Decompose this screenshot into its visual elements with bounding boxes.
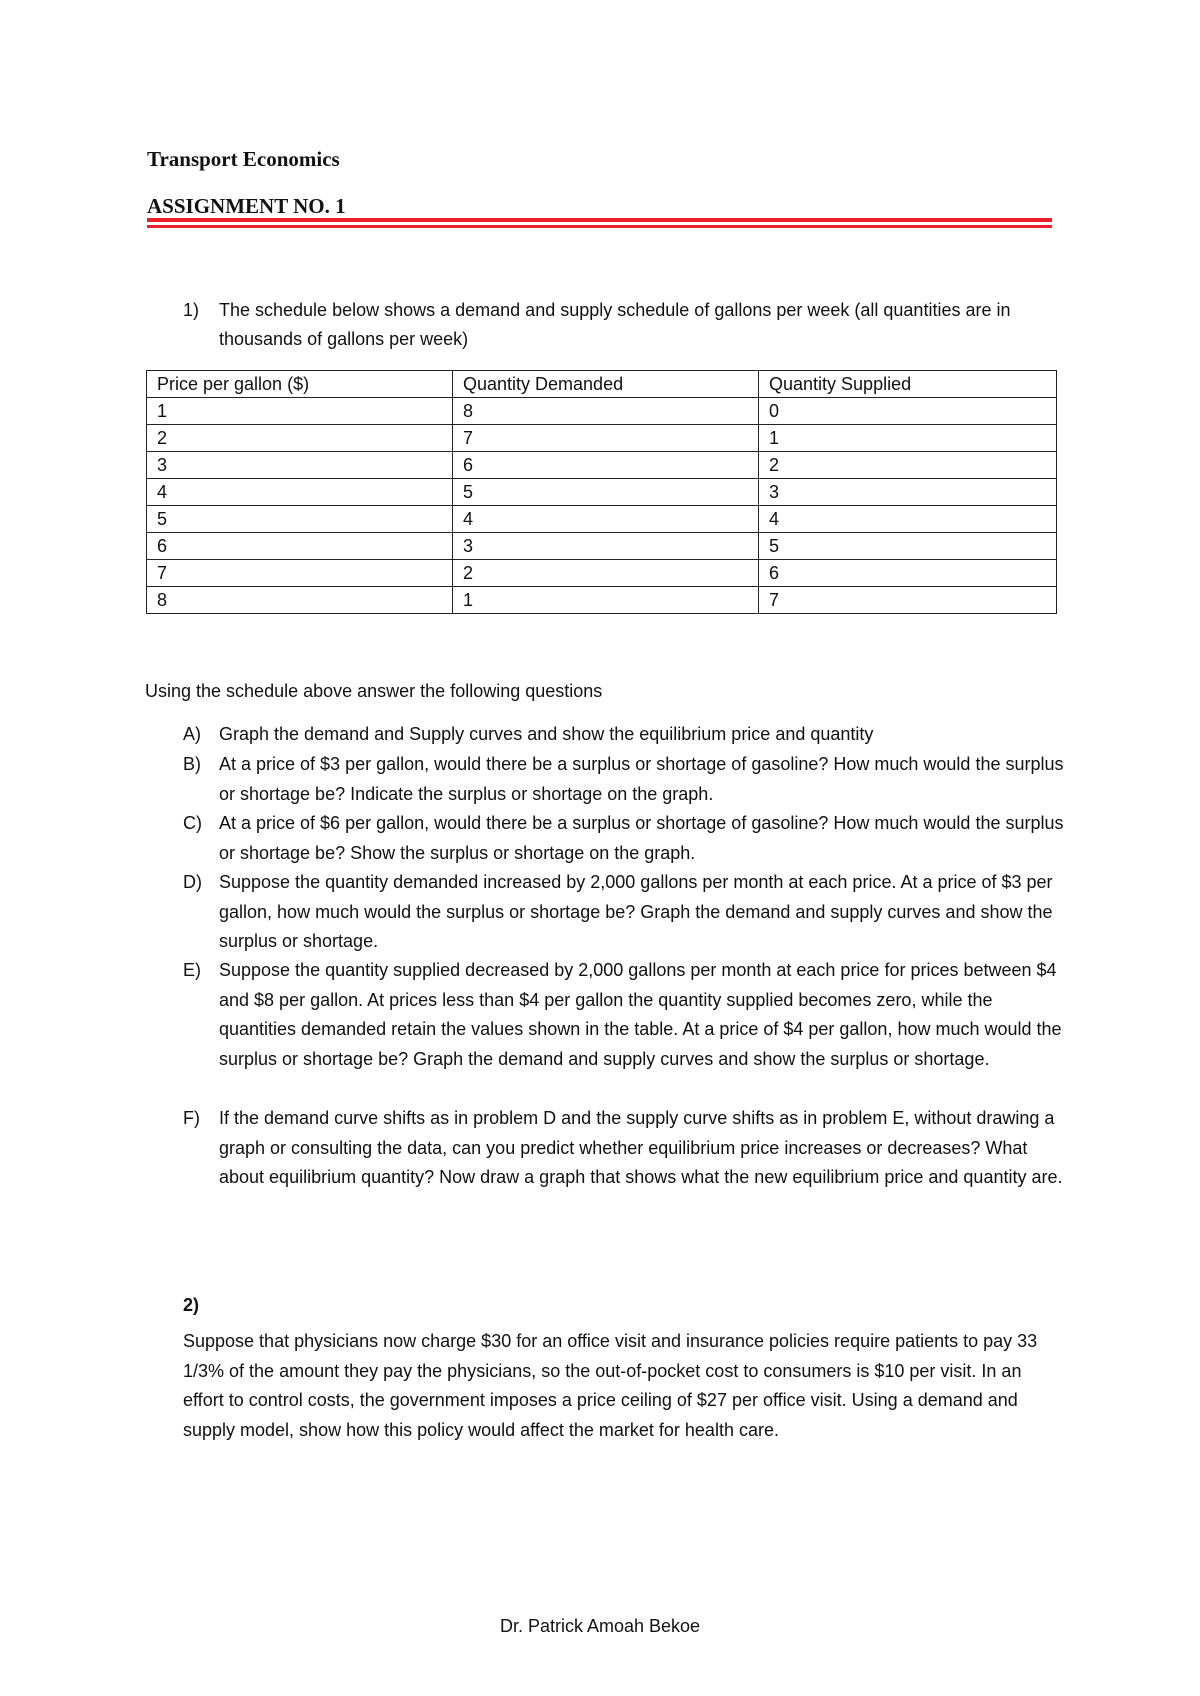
cell-supplied: 6 bbox=[759, 560, 1057, 587]
table-row bbox=[147, 560, 1057, 587]
subquestion-letter: D) bbox=[183, 872, 202, 892]
subquestion-text: At a price of $6 per gallon, would there be a surplus or shortage of gasoline? How much would the surplus or shortage be? Show the surplus or shortage on the graph. bbox=[219, 813, 1064, 863]
cell-price: 1 bbox=[147, 398, 453, 425]
table-row bbox=[147, 587, 1057, 614]
subquestion-letter: B) bbox=[183, 754, 201, 774]
cell-price: 5 bbox=[147, 506, 453, 533]
table-row bbox=[147, 452, 1057, 479]
cell-supplied: 4 bbox=[759, 506, 1057, 533]
cell-supplied: 5 bbox=[759, 533, 1057, 560]
subquestion-text: Suppose the quantity supplied decreased by 2,000 gallons per month at each price for prices between $4 and $8 per gallon. At prices less than $4 per gallon the quantity supplied becomes zero, while the quantities demanded retain the values shown in the table. At a price of $4 per gallon, how much would the surplus or shortage be? Graph the demand and supply curves and show the surplus or shortage. bbox=[219, 960, 1062, 1069]
cell-price: 7 bbox=[147, 560, 453, 587]
subquestion-letter: E) bbox=[183, 960, 201, 980]
cell-demanded: 8 bbox=[453, 398, 759, 425]
question-1-text: The schedule below shows a demand and supply schedule of gallons per week (all quantities are in thousands of gallons per week) bbox=[219, 300, 1011, 349]
table-header-row bbox=[147, 371, 1057, 398]
question-2-text: Suppose that physicians now charge $30 for an office visit and insurance policies require patients to pay 33 1/3% of the amount they pay the physicians, so the out-of-pocket cost to consumers is $10 per visit. In an effort to control costs, the government imposes a price ceiling of $27 per office visit. Using a demand and supply model, show how this policy would affect the market for health care. bbox=[183, 1331, 1038, 1440]
cell-supplied: 0 bbox=[759, 398, 1057, 425]
cell-demanded: 4 bbox=[453, 506, 759, 533]
cell-price: 6 bbox=[147, 533, 453, 560]
cell-demanded: 3 bbox=[453, 533, 759, 560]
subquestion-letter: A) bbox=[183, 724, 201, 744]
cell-supplied: 2 bbox=[759, 452, 1057, 479]
subquestion-text: At a price of $3 per gallon, would there be a surplus or shortage of gasoline? How much would the surplus or shortage be? Indicate the surplus or shortage on the graph. bbox=[219, 754, 1064, 804]
subquestion-letter: F) bbox=[183, 1108, 200, 1128]
questions-intro: Using the schedule above answer the following questions bbox=[145, 681, 603, 701]
subquestion-text: Graph the demand and Supply curves and show the equilibrium price and quantity bbox=[219, 724, 874, 744]
cell-demanded: 6 bbox=[453, 452, 759, 479]
cell-price: 2 bbox=[147, 425, 453, 452]
table-row bbox=[147, 425, 1057, 452]
demand-supply-schedule-table bbox=[146, 370, 1057, 614]
cell-price: 4 bbox=[147, 479, 453, 506]
subquestion-text: If the demand curve shifts as in problem D and the supply curve shifts as in problem E, without drawing a graph or consulting the data, can you predict whether equilibrium price increases or decreases? What about equilibrium quantity? Now draw a graph that shows what the new equilibrium price and quantity are. bbox=[219, 1108, 1063, 1187]
subquestion-text: Suppose the quantity demanded increased by 2,000 gallons per month at each price. At a price of $3 per gallon, how much would the surplus or shortage be? Graph the demand and supply curves and show the surplus or shortage. bbox=[219, 872, 1053, 951]
cell-supplied: 7 bbox=[759, 587, 1057, 614]
footer-author: Dr. Patrick Amoah Bekoe bbox=[499, 1616, 701, 1636]
table-row bbox=[147, 533, 1057, 560]
assignment-heading: ASSIGNMENT NO. 1 bbox=[147, 194, 346, 218]
heading-rule-thin bbox=[147, 225, 1052, 228]
document-title: Transport Economics bbox=[147, 147, 340, 171]
cell-demanded: 5 bbox=[453, 479, 759, 506]
subquestion-letter: C) bbox=[183, 813, 202, 833]
header-quantity-supplied: Quantity Supplied bbox=[759, 371, 1057, 398]
question-2-number: 2) bbox=[183, 1295, 200, 1315]
table-row bbox=[147, 398, 1057, 425]
header-quantity-demanded: Quantity Demanded bbox=[453, 371, 759, 398]
table-row bbox=[147, 506, 1057, 533]
heading-rule-thick bbox=[147, 218, 1052, 222]
cell-demanded: 2 bbox=[453, 560, 759, 587]
cell-demanded: 1 bbox=[453, 587, 759, 614]
cell-demanded: 7 bbox=[453, 425, 759, 452]
question-1-number: 1) bbox=[183, 300, 200, 320]
header-price: Price per gallon ($) bbox=[147, 371, 453, 398]
cell-price: 3 bbox=[147, 452, 453, 479]
table-row bbox=[147, 479, 1057, 506]
cell-supplied: 3 bbox=[759, 479, 1057, 506]
cell-price: 8 bbox=[147, 587, 453, 614]
cell-supplied: 1 bbox=[759, 425, 1057, 452]
